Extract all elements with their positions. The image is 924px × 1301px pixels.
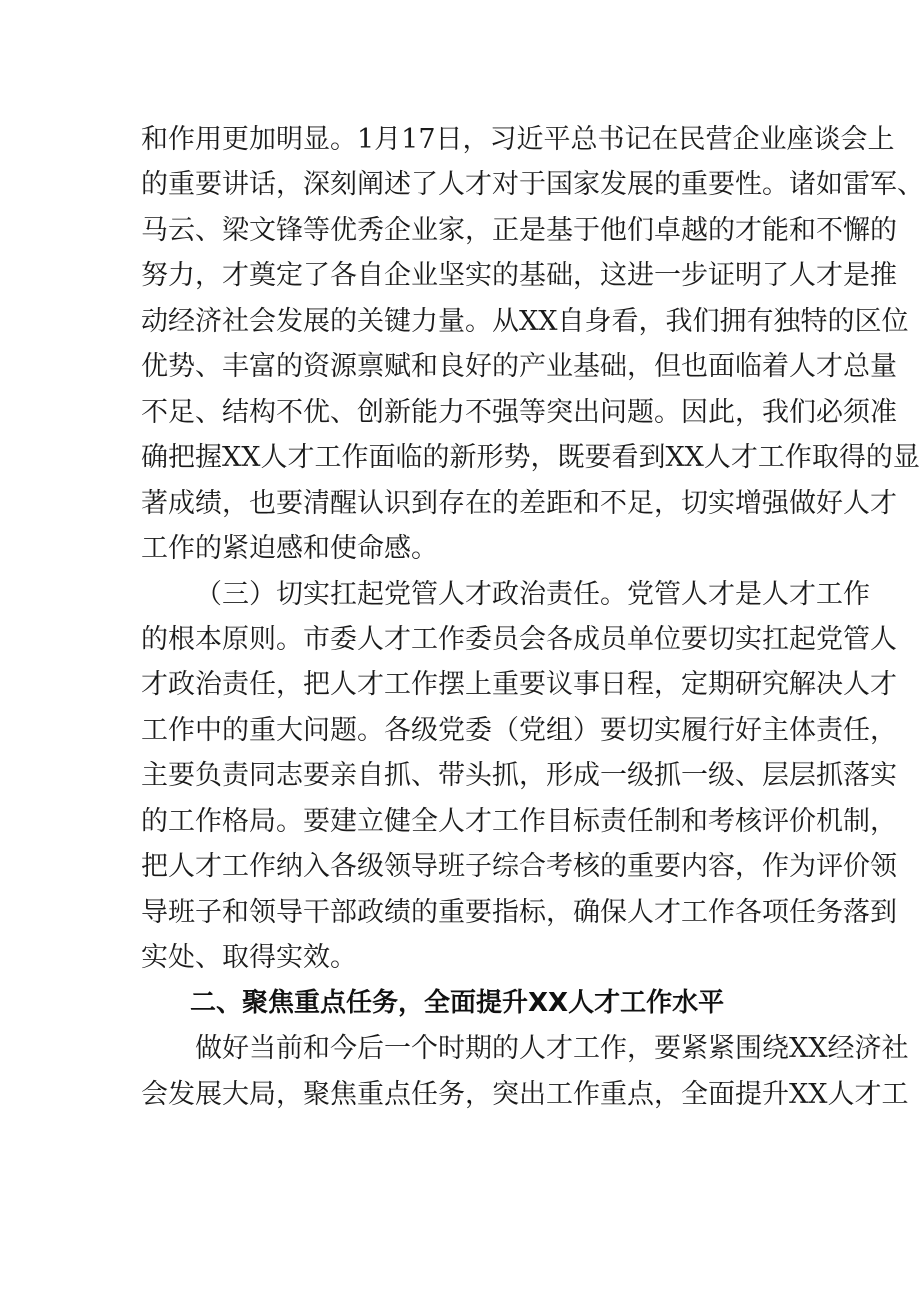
paragraph-line: 工作的紧迫感和使命感。 <box>141 533 438 564</box>
paragraph-line: 做好当前和今后一个时期的人才工作，要紧紧围绕XX经济社 <box>195 1033 909 1064</box>
paragraph-line: 的工作格局。要建立健全人才工作目标责任制和考核评价机制， <box>141 806 897 837</box>
paragraph-line: 不足、结构不优、创新能力不强等突出问题。因此，我们必须准 <box>141 397 897 428</box>
paragraph-line: 努力，才奠定了各自企业坚实的基础，这进一步证明了人才是推 <box>141 260 897 291</box>
paragraph-line: 著成绩，也要清醒认识到存在的差距和不足，切实增强做好人才 <box>141 488 897 519</box>
paragraph-line: 实处、取得实效。 <box>141 942 357 973</box>
paragraph-line: 导班子和领导干部政绩的重要指标，确保人才工作各项任务落到 <box>141 897 897 928</box>
paragraph-line: 的根本原则。市委人才工作委员会各成员单位要切实扛起党管人 <box>141 624 897 655</box>
paragraph-line: 动经济社会发展的关键力量。从XX自身看，我们拥有独特的区位 <box>141 306 909 337</box>
paragraph-line: 主要负责同志要亲自抓、带头抓，形成一级抓一级、层层抓落实 <box>141 760 897 791</box>
paragraph-line: 工作中的重大问题。各级党委（党组）要切实履行好主体责任， <box>141 715 897 746</box>
paragraph-line: 马云、梁文锋等优秀企业家，正是基于他们卓越的才能和不懈的 <box>141 215 897 246</box>
paragraph-line: 确把握XX人才工作面临的新形势，既要看到XX人才工作取得的显 <box>141 442 920 473</box>
paragraph-line: （三）切实扛起党管人才政治责任。党管人才是人才工作 <box>195 579 870 610</box>
paragraph-line: 会发展大局，聚焦重点任务，突出工作重点，全面提升XX人才工 <box>141 1079 909 1110</box>
paragraph-line: 优势、丰富的资源禀赋和良好的产业基础，但也面临着人才总量 <box>141 351 897 382</box>
paragraph-line: 才政治责任，把人才工作摆上重要议事日程，定期研究解决人才 <box>141 669 897 700</box>
paragraph-line: 和作用更加明显。1月17日，习近平总书记在民营企业座谈会上 <box>141 124 895 155</box>
section-heading: 二、聚焦重点任务，全面提升XX人才工作水平 <box>190 988 725 1018</box>
paragraph-line: 的重要讲话，深刻阐述了人才对于国家发展的重要性。诸如雷军、 <box>141 169 924 200</box>
paragraph-line: 把人才工作纳入各级领导班子综合考核的重要内容，作为评价领 <box>141 851 897 882</box>
